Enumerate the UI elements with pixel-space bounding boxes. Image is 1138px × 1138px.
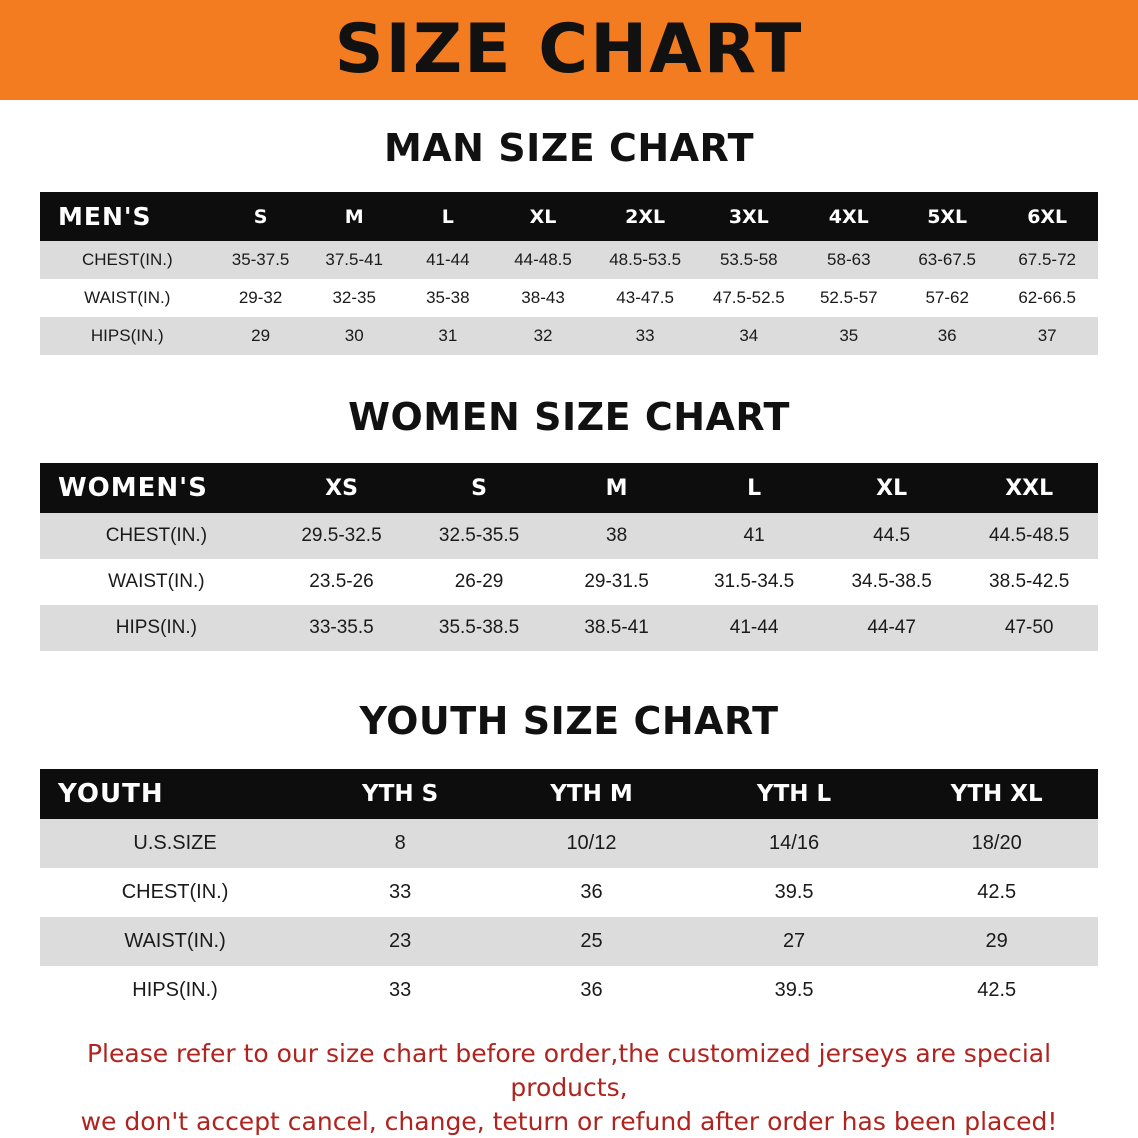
women-header-cell: L [685,463,823,513]
men-row-label: HIPS(IN.) [40,317,215,355]
youth-cell: 8 [310,819,490,868]
men-cell: 58-63 [800,241,898,279]
youth-cell: 39.5 [693,966,896,1015]
table-row [40,513,1098,559]
men-cell: 43-47.5 [592,279,698,317]
men-header-cell: M [307,192,402,241]
men-cell: 31 [402,317,494,355]
youth-cell: 36 [490,868,693,917]
women-cell: 38.5-41 [548,605,686,651]
women-section-title: WOMEN SIZE CHART [0,395,1138,439]
men-cell: 32-35 [307,279,402,317]
men-header-cell: MEN'S [40,192,215,241]
men-header-cell: 2XL [592,192,698,241]
table-row [40,966,1098,1015]
men-cell: 36 [898,317,996,355]
men-cell: 33 [592,317,698,355]
women-cell: 44.5-48.5 [960,513,1098,559]
women-cell: 41-44 [685,605,823,651]
youth-cell: 39.5 [693,868,896,917]
women-cell: 41 [685,513,823,559]
men-header-cell: 4XL [800,192,898,241]
table-row [40,605,1098,651]
men-cell: 63-67.5 [898,241,996,279]
women-cell: 29.5-32.5 [273,513,411,559]
youth-cell: 36 [490,966,693,1015]
men-header-cell: L [402,192,494,241]
men-header-cell: 5XL [898,192,996,241]
women-size-table [40,463,1098,651]
men-header-cell: XL [494,192,592,241]
youth-header-cell: YTH M [490,769,693,819]
disclaimer-line-1: Please refer to our size chart before order,the customized jerseys are special products, [34,1037,1104,1105]
youth-cell: 18/20 [895,819,1098,868]
women-size-table-wrapper [40,463,1098,651]
men-header-cell: S [215,192,307,241]
youth-row-label: CHEST(IN.) [40,868,310,917]
women-cell: 38.5-42.5 [960,559,1098,605]
women-row-label: CHEST(IN.) [40,513,273,559]
women-cell: 33-35.5 [273,605,411,651]
youth-header-row [40,769,1098,819]
men-size-table [40,192,1098,355]
women-cell: 44.5 [823,513,961,559]
youth-header-cell: YOUTH [40,769,310,819]
disclaimer-line-2: we don't accept cancel, change, teturn or refund after order has been placed! [34,1105,1104,1138]
youth-header-cell: YTH L [693,769,896,819]
disclaimer-note [34,1037,1104,1138]
youth-cell: 27 [693,917,896,966]
table-row [40,868,1098,917]
men-cell: 35-37.5 [215,241,307,279]
women-cell: 29-31.5 [548,559,686,605]
men-cell: 34 [698,317,800,355]
youth-row-label: HIPS(IN.) [40,966,310,1015]
youth-cell: 33 [310,966,490,1015]
women-cell: 38 [548,513,686,559]
youth-cell: 29 [895,917,1098,966]
youth-cell: 10/12 [490,819,693,868]
size-chart-banner [0,0,1138,100]
youth-header-cell: YTH XL [895,769,1098,819]
women-cell: 44-47 [823,605,961,651]
men-cell: 30 [307,317,402,355]
youth-cell: 25 [490,917,693,966]
youth-cell: 33 [310,868,490,917]
men-cell: 62-66.5 [996,279,1098,317]
women-cell: 35.5-38.5 [410,605,548,651]
youth-size-table-wrapper [40,769,1098,1015]
men-cell: 44-48.5 [494,241,592,279]
women-header-cell: XXL [960,463,1098,513]
women-row-label: WAIST(IN.) [40,559,273,605]
men-cell: 38-43 [494,279,592,317]
table-row [40,819,1098,868]
men-cell: 41-44 [402,241,494,279]
men-cell: 67.5-72 [996,241,1098,279]
women-header-cell: WOMEN'S [40,463,273,513]
youth-size-table [40,769,1098,1015]
women-header-cell: S [410,463,548,513]
table-row [40,317,1098,355]
women-cell: 31.5-34.5 [685,559,823,605]
men-cell: 29 [215,317,307,355]
women-cell: 47-50 [960,605,1098,651]
women-row-label: HIPS(IN.) [40,605,273,651]
men-row-label: CHEST(IN.) [40,241,215,279]
men-cell: 57-62 [898,279,996,317]
men-cell: 53.5-58 [698,241,800,279]
page-title: SIZE CHART [335,16,804,84]
men-section-title: MAN SIZE CHART [0,126,1138,170]
women-header-cell: XL [823,463,961,513]
men-cell: 32 [494,317,592,355]
men-row-label: WAIST(IN.) [40,279,215,317]
youth-section-title: YOUTH SIZE CHART [0,699,1138,743]
women-header-cell: M [548,463,686,513]
men-header-cell: 6XL [996,192,1098,241]
men-header-row [40,192,1098,241]
women-cell: 23.5-26 [273,559,411,605]
youth-cell: 42.5 [895,868,1098,917]
youth-header-cell: YTH S [310,769,490,819]
table-row [40,241,1098,279]
table-row [40,917,1098,966]
men-cell: 37 [996,317,1098,355]
men-cell: 29-32 [215,279,307,317]
men-header-cell: 3XL [698,192,800,241]
women-cell: 34.5-38.5 [823,559,961,605]
youth-cell: 23 [310,917,490,966]
men-cell: 35-38 [402,279,494,317]
youth-row-label: WAIST(IN.) [40,917,310,966]
table-row [40,279,1098,317]
youth-cell: 42.5 [895,966,1098,1015]
men-cell: 48.5-53.5 [592,241,698,279]
men-size-table-wrapper [40,192,1098,355]
youth-cell: 14/16 [693,819,896,868]
table-row [40,559,1098,605]
men-cell: 35 [800,317,898,355]
men-cell: 47.5-52.5 [698,279,800,317]
women-cell: 26-29 [410,559,548,605]
youth-row-label: U.S.SIZE [40,819,310,868]
women-cell: 32.5-35.5 [410,513,548,559]
men-cell: 52.5-57 [800,279,898,317]
women-header-cell: XS [273,463,411,513]
men-cell: 37.5-41 [307,241,402,279]
women-header-row [40,463,1098,513]
